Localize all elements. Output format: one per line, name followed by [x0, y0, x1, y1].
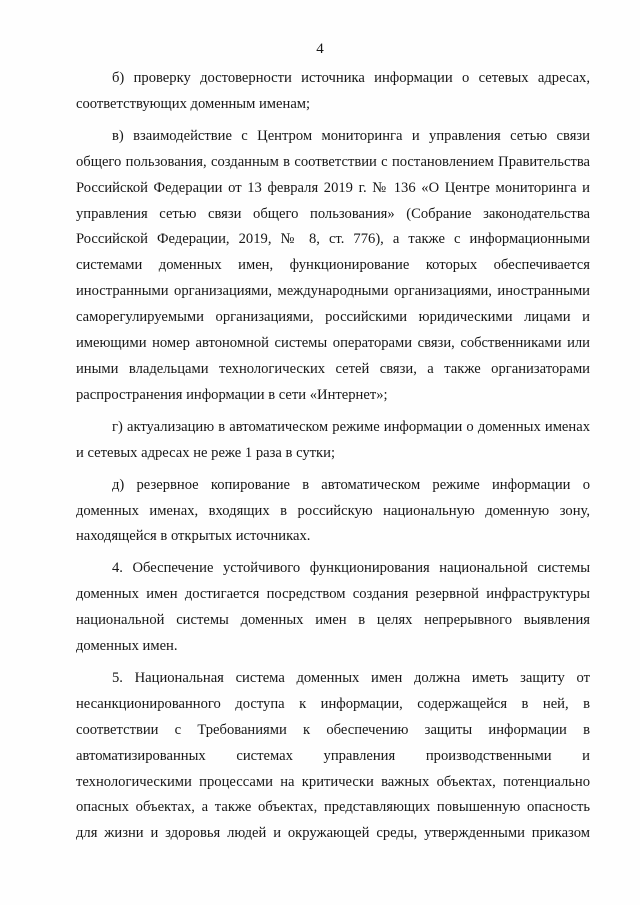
- paragraph-item-5: 5. Национальная система доменных имен должна иметь защиту от несанкционированного доступа к информации, содержащейся в ней, в соответствии с Требованиями к обеспечению защиты информации в автоматизированных системах управления производственными и технологическими процессами на критически важных объектах, потенциально опасных объектах, а также объектах, представляющих повышенную опасность для жизни и здоровья людей и окружающей среды, утвержденными приказом: [76, 669, 590, 842]
- paragraph-b: б) проверку достоверности источника информации о сетевых адресах, соответствующих доменным именам;: [76, 70, 590, 112]
- paragraph-item-4: 4. Обеспечение устойчивого функционирования национальной системы доменных имен достигается посредством создания резервной инфраструктуры национальной системы доменных имен в целях непрерывного выявления доменных имен.: [76, 560, 590, 655]
- paragraph-v: в) взаимодействие с Центром мониторинга и управления сетью связи общего пользования, созданным в соответствии с постановлением Правительства Российской Федерации от 13 февраля 2019 г. № 136 «О Центре мониторинга и управления сетью связи общего пользования» (Собрание законодательства Российской Федерации, 2019, № 8, ст. 776), а также с информационными системами доменных имен, функционирование которых обеспечивается иностранными организациями, международными организациями, иностранными саморегулируемыми организациями, российскими юридическими лицами и имеющими номер автономной системы операторами связи, собственниками или иными владельцами технологических сетей связи, а также организаторами распространения информации в сети «Интернет»;: [76, 127, 590, 403]
- page-number: 4: [316, 41, 324, 57]
- document-body: [76, 66, 590, 847]
- paragraph-d: д) резервное копирование в автоматическом режиме информации о доменных именах, входящих в российскую национальную доменную зону, находящейся в открытых источниках.: [76, 476, 590, 545]
- paragraph-g: г) актуализацию в автоматическом режиме информации о доменных именах и сетевых адресах не реже 1 раза в сутки;: [76, 418, 590, 461]
